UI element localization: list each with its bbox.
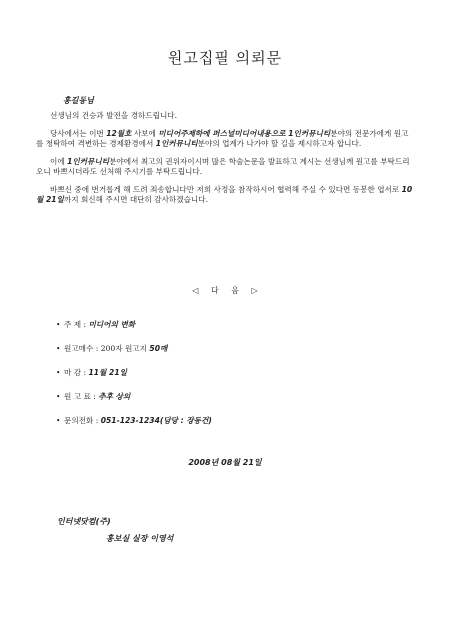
text-segment: 당사에서는 이번: [50, 129, 107, 138]
item-value: 50매: [149, 344, 168, 353]
text-segment: 분야에서 최고의 권위자이시며 많은 학술논문을 발표하고 계시는 선생님께 원고를 부탁드리오니 바쁘시더라도 선처해 주시기를 부탁드립니다.: [36, 157, 410, 176]
topic-text: 미디어주제하에 퍼스널미디어내용으로 1인커뮤니티: [158, 129, 331, 138]
item-value: 051-123-1234(담당 : 장동건): [100, 416, 212, 425]
company-name: 인터넷닷컴(주): [57, 517, 111, 526]
paragraph-greeting: [36, 111, 414, 121]
paragraph-expert: [36, 157, 414, 177]
details-list: [56, 319, 212, 439]
item-label: 주 제 :: [64, 320, 89, 329]
salutation: 홍길동님: [63, 96, 94, 105]
list-item-pages: [56, 343, 212, 356]
paragraph-request: [36, 129, 414, 149]
text-segment: 분야의 업계가 나가야 할 길을 제시하고자 합니다.: [197, 139, 362, 148]
section-heading-dareum: ◁ 다 음 ▷: [192, 286, 258, 295]
text-segment: 사보에: [131, 129, 159, 138]
signer-name: 홍보실 실장 이영석: [106, 534, 174, 543]
text-segment: 까지 회신해 주시면 대단히 감사하겠습니다.: [63, 195, 208, 204]
list-item-topic: [56, 319, 212, 332]
bullet-icon: •: [56, 320, 61, 329]
item-value: 미디어의 변화: [88, 320, 136, 329]
text-segment: 바쁘신 중에 번거롭게 해 드려 죄송합니다만 저희 사정을 참작하시어 협력해 주실 수 있다면 동봉한 엽서로: [50, 185, 402, 194]
text-segment: 분야의 전문가에게 원고를 청탁하여 격변하는 경제환경에서: [36, 129, 409, 148]
greeting-text: 선생님의 건승과 발전을 경하드립니다.: [50, 111, 178, 120]
item-label: 문의전화 :: [64, 416, 101, 425]
item-value: 추후 상의: [98, 392, 131, 401]
field-name: 1인커뮤니티: [155, 139, 198, 148]
item-label: 원고매수 : 200자 원고지: [64, 344, 150, 353]
letter-date: 2008년 08월 21일: [188, 458, 262, 467]
list-item-deadline: [56, 367, 212, 380]
document-title: 원고집필 의뢰문: [167, 49, 283, 67]
paragraph-deadline: [36, 185, 414, 205]
bullet-icon: •: [56, 368, 61, 377]
bullet-icon: •: [56, 344, 61, 353]
list-item-fee: [56, 391, 212, 404]
text-segment: 이에: [50, 157, 68, 166]
bullet-icon: •: [56, 392, 61, 401]
letter-body: [36, 111, 414, 213]
item-value: 11월 21일: [88, 368, 127, 377]
field-name: 1인커뮤니티: [67, 157, 110, 166]
issue-month: 12월호: [106, 129, 132, 138]
list-item-contact: [56, 415, 212, 428]
reply-deadline: 10월 21일: [36, 185, 413, 204]
item-label: 마 감 :: [64, 368, 89, 377]
item-label: 원 고 료 :: [64, 392, 99, 401]
bullet-icon: •: [56, 416, 61, 425]
